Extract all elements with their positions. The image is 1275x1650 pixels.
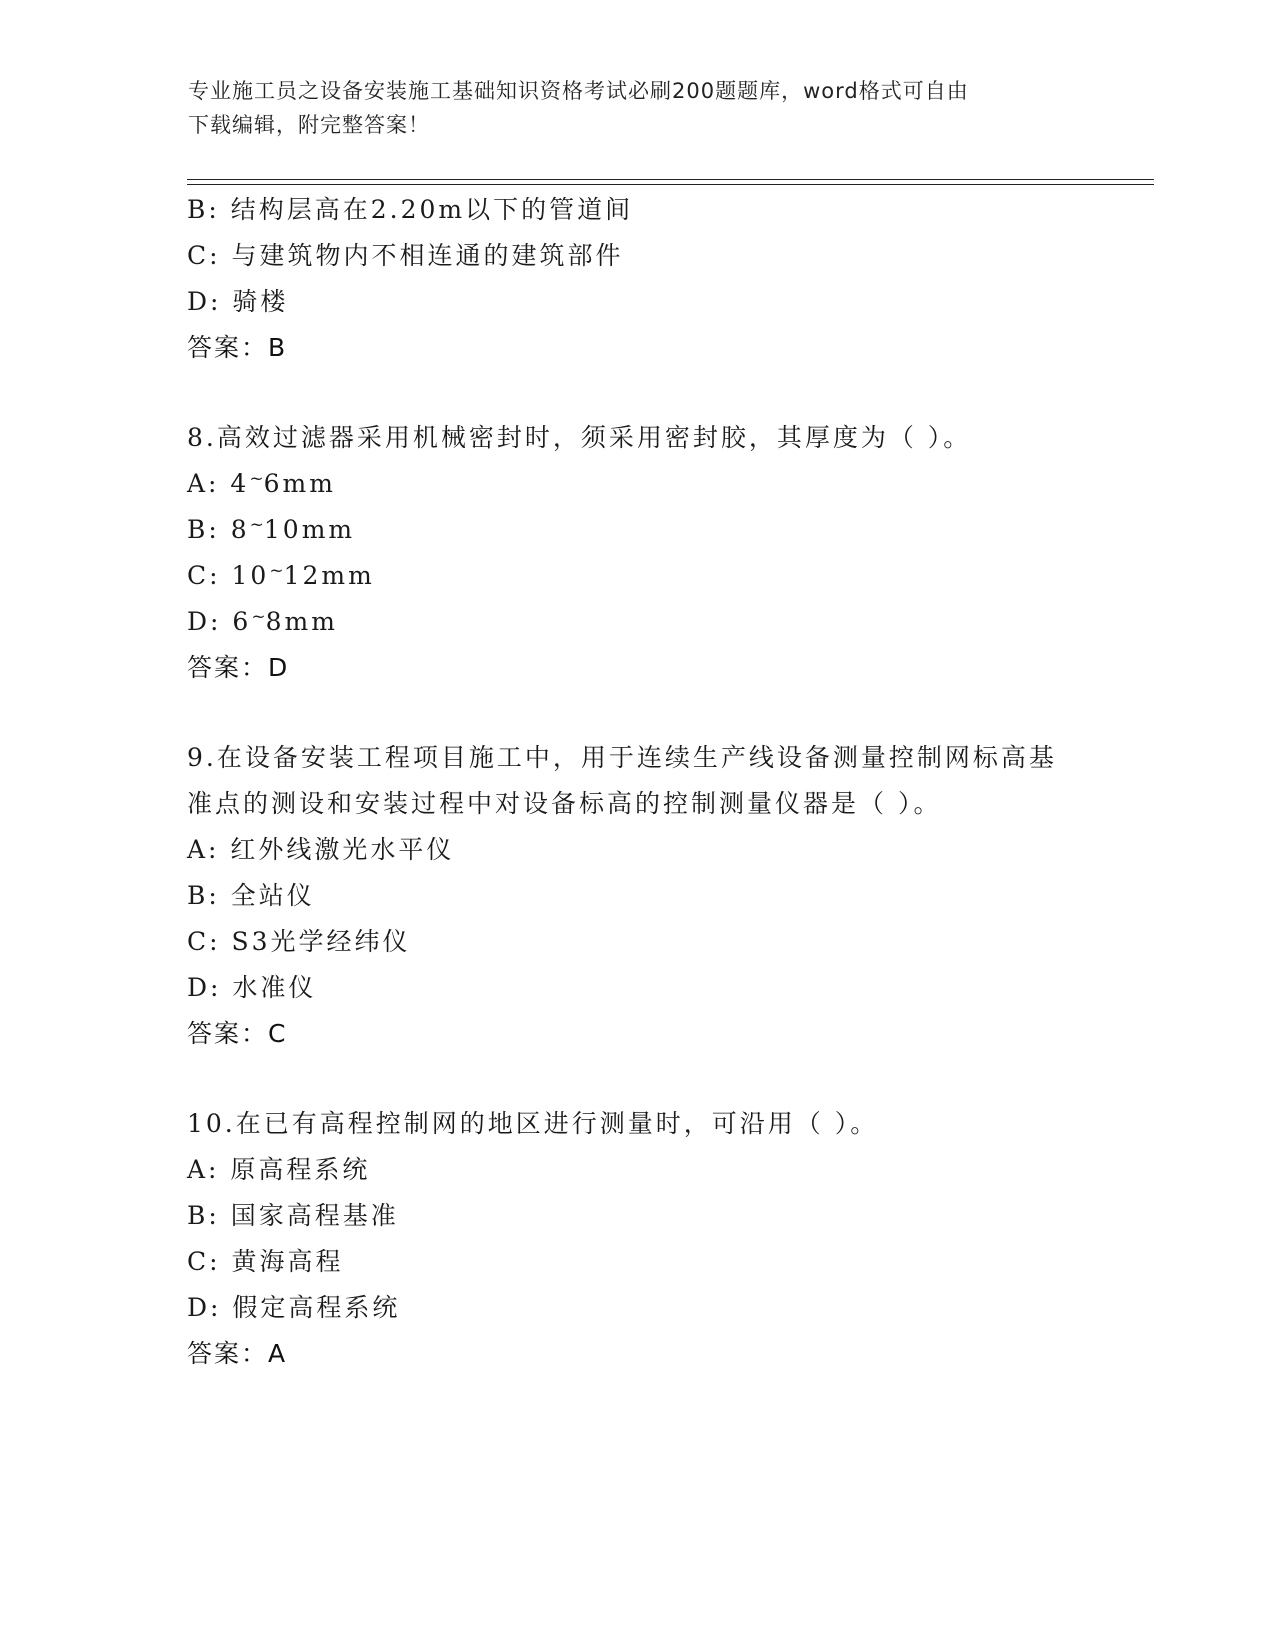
option-d (187, 599, 1147, 645)
option-a: A: 原高程系统 (187, 1155, 371, 1184)
question-10 (187, 1101, 1147, 1377)
question-9 (187, 735, 1147, 1057)
option-prefix: A: 4 (187, 469, 250, 498)
option-d: D: 水准仪 (187, 973, 317, 1002)
question-stem: 10.在已有高程控制网的地区进行测量时，可沿用（ ）。 (187, 1109, 879, 1138)
question-list (187, 187, 1147, 1377)
option-b: B: 国家高程基准 (187, 1201, 399, 1230)
question-7-continued (187, 187, 1147, 371)
tilde-mark: ~ (269, 561, 284, 581)
option-c: C: 黄海高程 (187, 1247, 344, 1276)
spacer (187, 371, 1147, 415)
spacer (187, 691, 1147, 735)
question-stem: 9.在设备安装工程项目施工中，用于连续生产线设备测量控制网标高基准点的测设和安装过程中对设备标高的控制测量仪器是（ ）。 (187, 743, 1057, 818)
option-b: B: 全站仪 (187, 881, 315, 910)
option-prefix: D: 6 (187, 607, 252, 636)
option-a (187, 461, 1147, 507)
header-divider-top (187, 179, 1154, 180)
option-c: C: S3光学经纬仪 (187, 927, 411, 956)
answer-label: 答案：A (187, 1339, 288, 1368)
document-header (188, 74, 1088, 142)
answer-label: 答案：C (187, 1019, 288, 1048)
header-line-2: 下载编辑，附完整答案！ (188, 113, 430, 137)
option-b (187, 507, 1147, 553)
option-a: A: 红外线激光水平仪 (187, 835, 455, 864)
option-suffix: 6mm (263, 469, 336, 498)
tilde-mark: ~ (249, 469, 264, 489)
header-divider-bottom (187, 184, 1154, 185)
tilde-mark: ~ (251, 607, 266, 627)
option-d: D: 假定高程系统 (187, 1293, 401, 1322)
tilde-mark: ~ (249, 515, 264, 535)
spacer (187, 1057, 1147, 1101)
question-8 (187, 415, 1147, 691)
option-d: D: 骑楼 (187, 287, 289, 316)
option-prefix: B: 8 (187, 515, 250, 544)
header-line-1: 专业施工员之设备安装施工基础知识资格考试必刷200题题库，word格式可自由 (188, 79, 969, 103)
question-stem: 8.高效过滤器采用机械密封时，须采用密封胶，其厚度为（ ）。 (187, 423, 972, 452)
option-c (187, 553, 1147, 599)
option-c: C: 与建筑物内不相连通的建筑部件 (187, 241, 624, 270)
option-suffix: 8mm (265, 607, 338, 636)
option-b: B: 结构层高在2.20m以下的管道间 (187, 195, 634, 224)
answer-label: 答案：D (187, 653, 290, 682)
option-suffix: 10mm (263, 515, 356, 544)
answer-label: 答案：B (187, 333, 288, 362)
option-suffix: 12mm (283, 561, 375, 590)
option-prefix: C: 10 (187, 561, 270, 590)
